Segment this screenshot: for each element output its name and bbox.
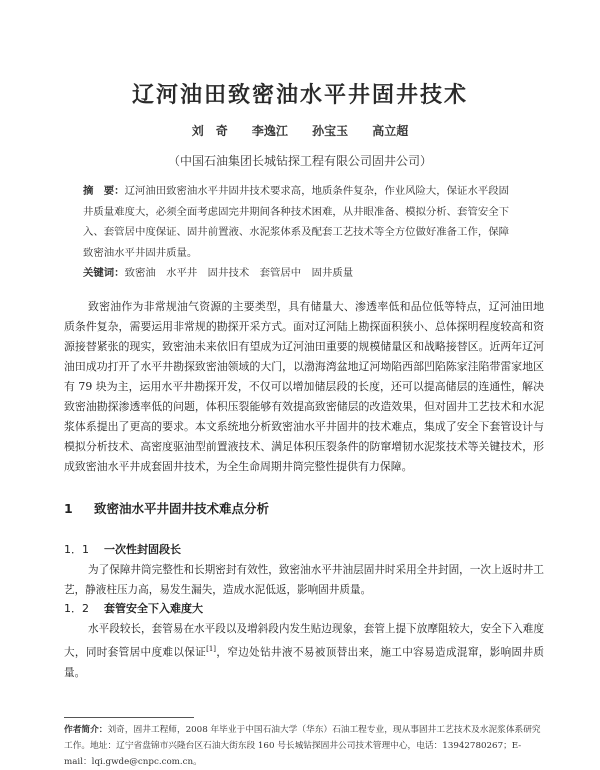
subsection-heading bbox=[64, 600, 203, 616]
paragraph-text: ，窄边处钻井液不易被顶替出来，施工中容易造成混窜，影响固井质量。 bbox=[64, 646, 545, 679]
paper-title: 辽河油田致密油水平井固井技术 bbox=[131, 83, 468, 108]
section-number: 1 bbox=[64, 501, 73, 516]
keywords-text: 致密油 水平井 固井技术 套管居中 固井质量 bbox=[124, 267, 354, 279]
author-list bbox=[0, 122, 600, 139]
subsection-title: 一次性封固段长 bbox=[104, 543, 181, 556]
paragraph: 为了保障井筒完整性和长期密封有效性，致密油水平井油层固井时采用全井封固，一次上返时井工艺，静液柱压力高，易发生漏失，造成水泥低返，影响固井质量。 bbox=[64, 564, 544, 596]
paragraph-text: 水平段较长，套管易在水平段以及增斜段内发生贴边现象，套管上提下放摩阻较大，安全下入难度大，同时套管居中度难以保证 bbox=[64, 623, 544, 659]
footnote-label: 作者简介： bbox=[64, 725, 108, 735]
subsection-body bbox=[64, 619, 544, 683]
subsection-heading bbox=[64, 541, 181, 557]
keywords-label: 关键词： bbox=[83, 267, 125, 279]
author-footnote bbox=[64, 722, 544, 770]
subsection-number: 1．2 bbox=[64, 602, 89, 615]
subsection-number: 1．1 bbox=[64, 543, 89, 556]
footnote-text: 刘奇，固井工程师，2008 年毕业于中国石油大学（华东）石油工程专业，现从事固井工艺技术及水泥浆体系研究工作。地址：辽宁省盘锦市兴隆台区石油大街东段 160 号长城钻探固井公司技术管理中心，电话：13942780267；E-mail：lqi.gwde@cnpc.com.cn。 bbox=[64, 725, 541, 767]
section-title: 致密油水平井固井技术难点分析 bbox=[94, 501, 270, 516]
intro-section bbox=[64, 297, 544, 477]
author-name: 刘 奇 bbox=[191, 124, 228, 138]
author-name: 孙宝玉 bbox=[312, 124, 349, 138]
subsection-title: 套管安全下入难度大 bbox=[104, 602, 203, 615]
author-name: 高立超 bbox=[372, 124, 409, 138]
intro-paragraph: 致密油作为非常规油气资源的主要类型，具有储量大、渗透率低和品位低等特点，辽河油田地质条件复杂，需要运用非常规的勘探开采方式。面对辽河陆上勘探面积狭小、总体探明程度较高和资源接替紧张的现实，致密油未来依旧有望成为辽河油田重要的规模储量区和战略接替区。近两年辽河油田成功打开了水平井勘探致密油领域的大门，以渤海湾盆地辽河坳陷西部凹陷陈家洼陷带雷家地区有 79 块为主，运用水平井勘探开发，不仅可以增加储层段的长度，还可以提高储层的连通性，解决致密油勘探渗透率低的问题，体积压裂能够有效提高致密储层的改造效果，但对固井工艺技术和水泥浆体系提出了更高的要求。本文系统地分析致密油水平井固井的技术难点，集成了安全下套管设计与模拟分析技术、高密度驱油型前置液技术、满足体积压裂条件的防窜增韧水泥浆技术等关键技术，形成致密油水平井成套固井技术，为全生命周期井筒完整性提供有力保障。 bbox=[64, 300, 544, 473]
abstract-text: 辽河油田致密油水平井固井技术要求高，地质条件复杂，作业风险大，保证水平段固井质量难度大，必须全面考虑固完井期间各种技术困难，从井眼准备、模拟分析、套管安全下入、套管居中度保证、固井前置液、水泥浆体系及配套工艺技术等全方位做好准备工作，保障致密油水平井固井质量。 bbox=[83, 185, 510, 259]
abstract-block bbox=[83, 181, 519, 284]
paragraph bbox=[64, 619, 544, 683]
affiliation: （中国石油集团长城钻探工程有限公司固井公司） bbox=[167, 154, 432, 168]
citation: [1] bbox=[206, 645, 217, 653]
section-heading bbox=[64, 499, 269, 517]
author-name: 李逸江 bbox=[251, 124, 288, 138]
footnote-divider bbox=[64, 717, 194, 718]
abstract-label: 摘 要： bbox=[83, 185, 125, 197]
subsection-body bbox=[64, 560, 544, 600]
